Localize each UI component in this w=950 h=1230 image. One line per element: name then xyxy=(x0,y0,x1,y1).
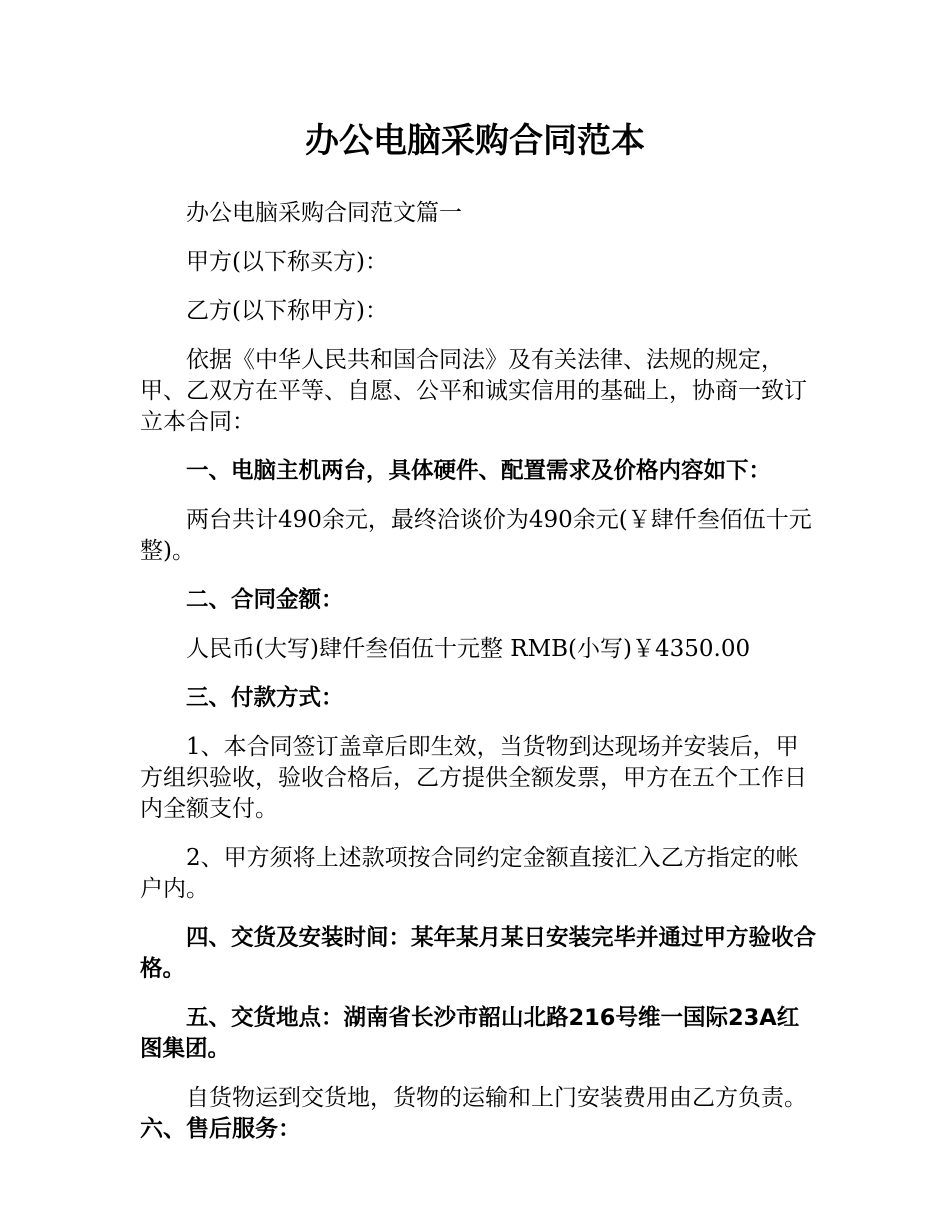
paragraph-payment-2: 2、甲方须将上述款项按合同约定金额直接汇入乙方指定的帐户内。 xyxy=(140,845,799,902)
paragraph-transport xyxy=(140,1083,820,1145)
document-body xyxy=(140,198,820,1163)
paragraph-basis: 依据《中华人民共和国合同法》及有关法律、法规的规定，甲、乙双方在平等、自愿、公平和诚实信用的基础上，协商一致订立本合同： xyxy=(140,347,807,435)
paragraph-party-a: 甲方(以下称买方)： xyxy=(186,249,388,275)
heading-section-1: 一、电脑主机两台，具体硬件、配置需求及价格内容如下： xyxy=(186,458,772,484)
transport-text: 自货物运到交货地，货物的运输和上门安装费用由乙方负责。 xyxy=(186,1085,807,1111)
document-title: 办公电脑采购合同范本 xyxy=(305,121,645,161)
heading-section-3: 三、付款方式： xyxy=(186,685,344,711)
heading-section-6: 六、售后服务： xyxy=(140,1116,301,1142)
paragraph-intro: 办公电脑采购合同范文篇一 xyxy=(186,200,462,226)
heading-section-5: 五、交货地点：湖南省长沙市韶山北路216号维一国际23A红图集团。 xyxy=(140,1005,800,1062)
heading-section-4: 四、交货及安装时间：某年某月某日安装完毕并通过甲方验收合格。 xyxy=(140,925,817,982)
paragraph-payment-1: 1、本合同签订盖章后即生效，当货物到达现场并安装后，甲方组织验收，验收合格后，乙方提供全额发票，甲方在五个工作日内全额支付。 xyxy=(140,734,807,822)
heading-section-2: 二、合同金额： xyxy=(186,587,344,613)
paragraph-party-b: 乙方(以下称甲方)： xyxy=(186,298,388,324)
paragraph-price: 两台共计490余元，最终洽谈价为490余元(￥肆仟叁佰伍十元整)。 xyxy=(140,507,812,564)
paragraph-amount: 人民币(大写)肆仟叁佰伍十元整 RMB(小写)￥4350.00 xyxy=(186,636,751,662)
